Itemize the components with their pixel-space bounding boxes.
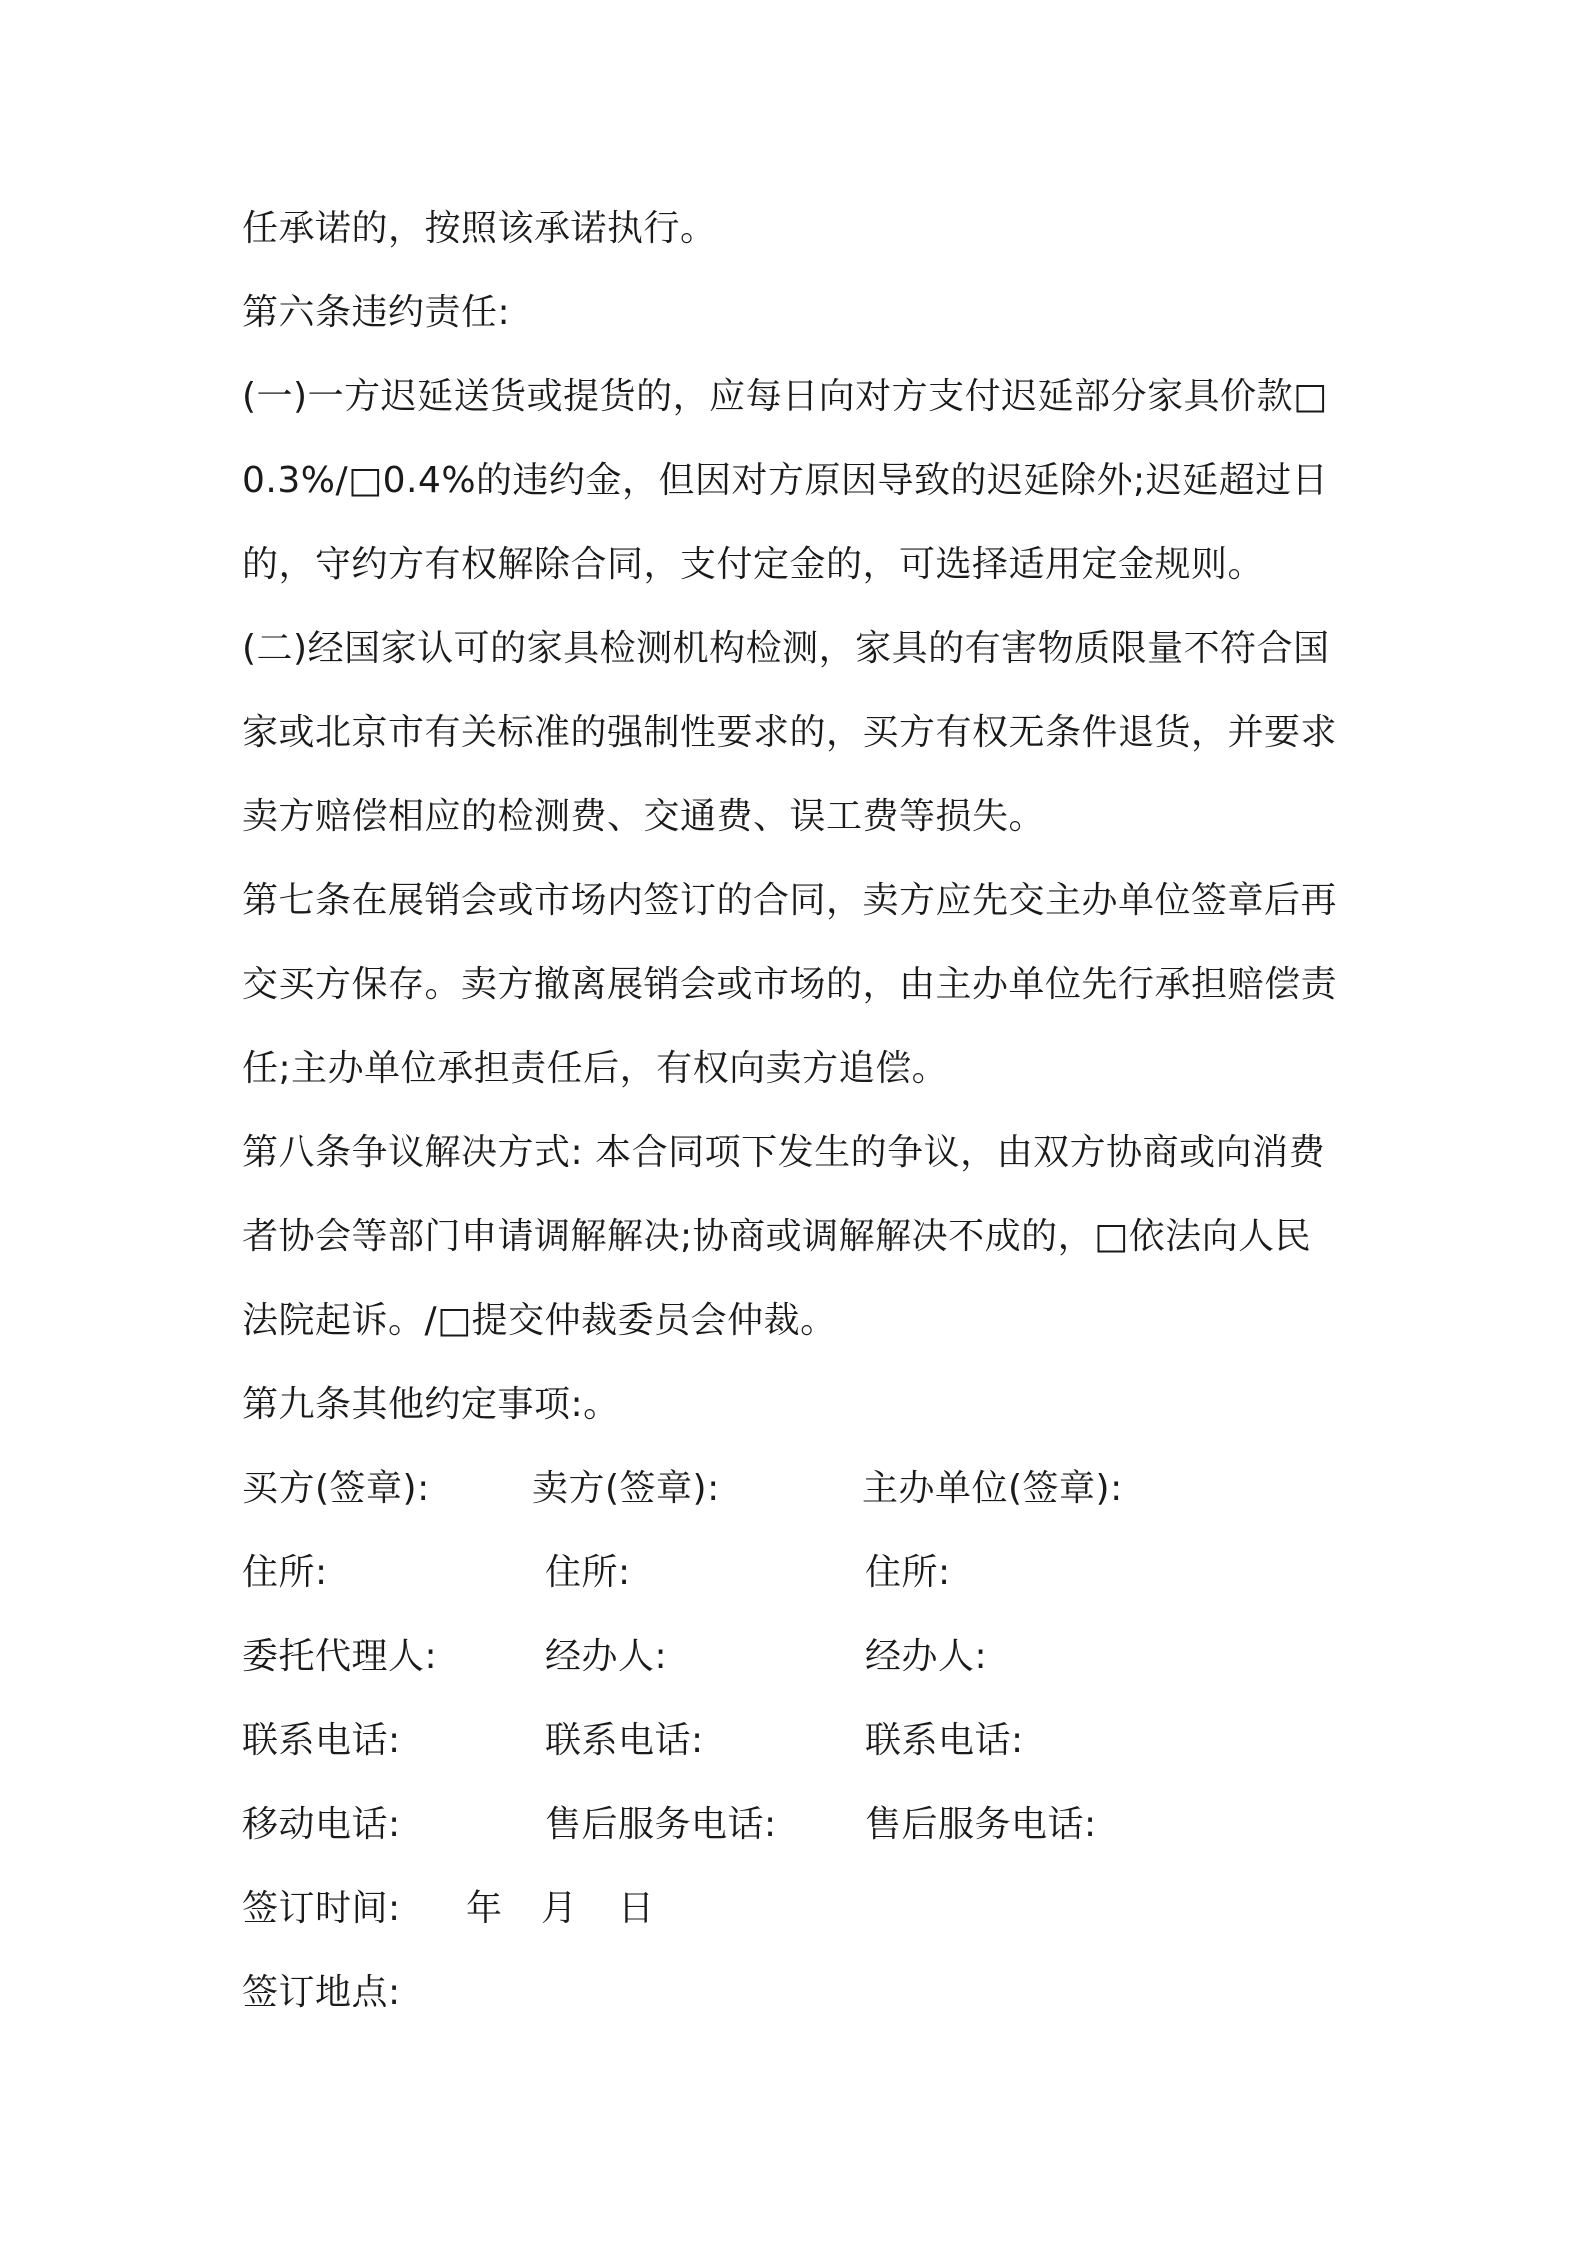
seller-handler-label: 经办人: xyxy=(545,1636,668,1677)
paragraph-line: 任;主办单位承担责任后，有权向卖方追偿。 xyxy=(242,1048,949,1089)
article-6-heading: 第六条违约责任: xyxy=(242,292,511,333)
seller-service-phone-label: 售后服务电话: xyxy=(545,1804,777,1845)
sign-place-label: 签订地点: xyxy=(242,1972,401,2013)
article-8-line: 第八条争议解决方式: 本合同项下发生的争议，由双方协商或向消费 xyxy=(242,1132,1326,1173)
paragraph-line: 的，守约方有权解除合同，支付定金的，可选择适用定金规则。 xyxy=(242,544,1265,585)
organizer-handler-label: 经办人: xyxy=(865,1636,988,1677)
organizer-address-label: 住所: xyxy=(865,1552,951,1593)
seller-seal-label: 卖方(签章): xyxy=(532,1468,720,1509)
buyer-agent-label: 委托代理人: xyxy=(242,1636,438,1677)
organizer-seal-label: 主办单位(签章): xyxy=(862,1468,1123,1509)
buyer-address-label: 住所: xyxy=(242,1552,328,1593)
paragraph-line: 法院起诉。/□提交仲裁委员会仲裁。 xyxy=(242,1300,837,1341)
paragraph-line: 交买方保存。卖方撤离展销会或市场的，由主办单位先行承担赔偿责 xyxy=(242,964,1338,1005)
buyer-phone-label: 联系电话: xyxy=(242,1720,401,1761)
article-7-line: 第七条在展销会或市场内签订的合同，卖方应先交主办单位签章后再 xyxy=(242,880,1338,921)
organizer-service-phone-label: 售后服务电话: xyxy=(865,1804,1097,1845)
article-9-line: 第九条其他约定事项:。 xyxy=(242,1384,620,1425)
paragraph-line: 任承诺的，按照该承诺执行。 xyxy=(242,208,717,249)
buyer-mobile-label: 移动电话: xyxy=(242,1804,401,1845)
seller-phone-label: 联系电话: xyxy=(545,1720,704,1761)
seller-address-label: 住所: xyxy=(545,1552,631,1593)
paragraph-line: 者协会等部门申请调解解决;协商或调解解决不成的，□依法向人民 xyxy=(242,1216,1312,1257)
paragraph-line: (二)经国家认可的家具检测机构检测，家具的有害物质限量不符合国 xyxy=(242,628,1330,669)
organizer-phone-label: 联系电话: xyxy=(865,1720,1024,1761)
paragraph-line: 家或北京市有关标准的强制性要求的，买方有权无条件退货，并要求 xyxy=(242,712,1338,753)
sign-date-day: 日 xyxy=(618,1888,655,1929)
paragraph-line: 卖方赔偿相应的检测费、交通费、误工费等损失。 xyxy=(242,796,1046,837)
paragraph-line: (一)一方迟延送货或提货的，应每日向对方支付迟延部分家具价款□ xyxy=(242,376,1328,417)
sign-date-label: 签订时间: xyxy=(242,1888,401,1929)
paragraph-line: 0.3%/□0.4%的违约金，但因对方原因导致的迟延除外;迟延超过日 xyxy=(242,460,1329,501)
buyer-seal-label: 买方(签章): xyxy=(242,1468,430,1509)
sign-date-year: 年 xyxy=(466,1888,503,1929)
sign-date-month: 月 xyxy=(541,1888,578,1929)
